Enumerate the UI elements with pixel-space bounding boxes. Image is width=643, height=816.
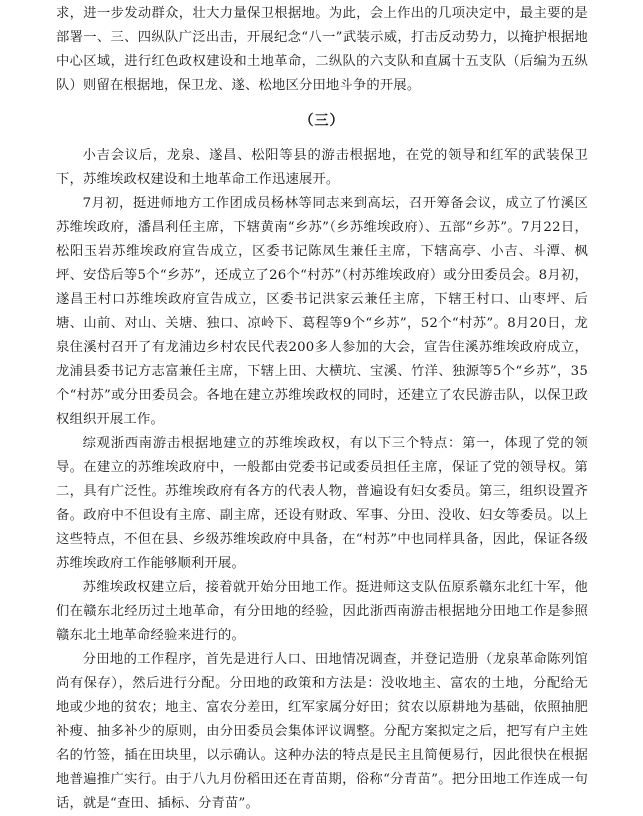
body-paragraph-1: 小吉会议后，龙泉、遂昌、松阳等县的游击根据地，在党的领导和红军的武装保卫下，苏维埃政权建设和土地革命工作迅速展开。 — [56, 148, 588, 187]
body-paragraph-3: 综观浙西南游击根据地建立的苏维埃政权，有以下三个特点：第一，体现了党的领导。在建立的苏维埃政府中，一般都由党委书记或委员担任主席，保证了党的领导权。第二，具有广泛性。苏维埃政府有各方的代表人物，普遍设有妇女委员。第三，组织设置齐备。政府中不但设有主席、副主席，还设有财政、军事、分田、没收、妇女等委员。以上这些特点，不但在县、乡级苏维埃政府中具备，在“村苏”中也同样具备，因此，保证各级苏维埃政府工作能够顺利开展。 — [56, 436, 588, 571]
body-paragraph-2: 7月初，挺进师地方工作团成员杨林等同志来到高坛，召开筹备会议，成立了竹溪区苏维埃政府，潘昌利任主席，下辖黄南“乡苏”（乡苏维埃政府）、五部“乡苏”。7月22日，松阳玉岩苏维埃政府宣告成立，区委书记陈凤生兼任主席，下辖高亭、小吉、斗潭、枫坪、安岱后等5个“乡苏”，还成立了26个“村苏”（村苏维埃政府）或分田委员会。8月初，遂昌王村口苏维埃政府宣告成立，区委书记洪家云兼任主席，下辖王村口、山枣坪、后塘、山前、对山、关塘、独口、凉岭下、葛程等9个“乡苏”，52个“村苏”。8月20日，龙泉住溪村召开了有龙浦边乡村农民代表200多人参加的大会，宣告住溪苏维埃政府成立，龙浦县委书记方志富兼任主席，下辖上田、大横坑、宝溪、竹洋、独源等5个“乡苏”，35个“村苏”或分田委员会。各地在建立苏维埃政权的同时，还建立了农民游击队，以保卫政权组织开展工作。 — [56, 196, 588, 427]
document-page — [56, 2, 588, 816]
section-heading: （三） — [299, 113, 345, 129]
body-paragraph-4: 苏维埃政权建立后，接着就开始分田地工作。挺进师这支队伍原系赣东北红十军，他们在赣东北经历过土地革命，有分田地的经验，因此浙西南游击根据地分田地工作是参照赣东北土地革命经验来进行的。 — [56, 580, 588, 643]
body-paragraph-5: 分田地的工作程序，首先是进行人口、田地情况调查，并登记造册（龙泉革命陈列馆尚有保存），然后进行分配。分田地的政策和方法是：没收地主、富农的土地，分配给无地或少地的贫农；地主、富农分差田，红军家属分好田；贫农以原耕地为基础，依照抽肥补瘦、抽多补少的原则，由分田委员会集体评议调整。分配方案拟定之后，把写有户主姓名的竹签，插在田块里，以示确认。这种办法的特点是民主且简便易行，因此很快在根据地普遍推广实行。由于八九月份稻田还在青苗期，俗称“分青苗”。把分田地工作连成一句话，就是“查田、插标、分青苗”。 — [56, 652, 588, 811]
intro-continuation-paragraph: 求，进一步发动群众，壮大力量保卫根据地。为此，会上作出的几项决定中，最主要的是部署一、三、四纵队广泛出击，开展纪念“八一”武装示威，打击反动势力，以掩护根据地中心区域，进行红色政权建设和土地革命，二纵队的六支队和直属十五支队（后编为五纵队）则留在根据地，保卫龙、遂、松地区分田地斗争的开展。 — [56, 6, 588, 93]
